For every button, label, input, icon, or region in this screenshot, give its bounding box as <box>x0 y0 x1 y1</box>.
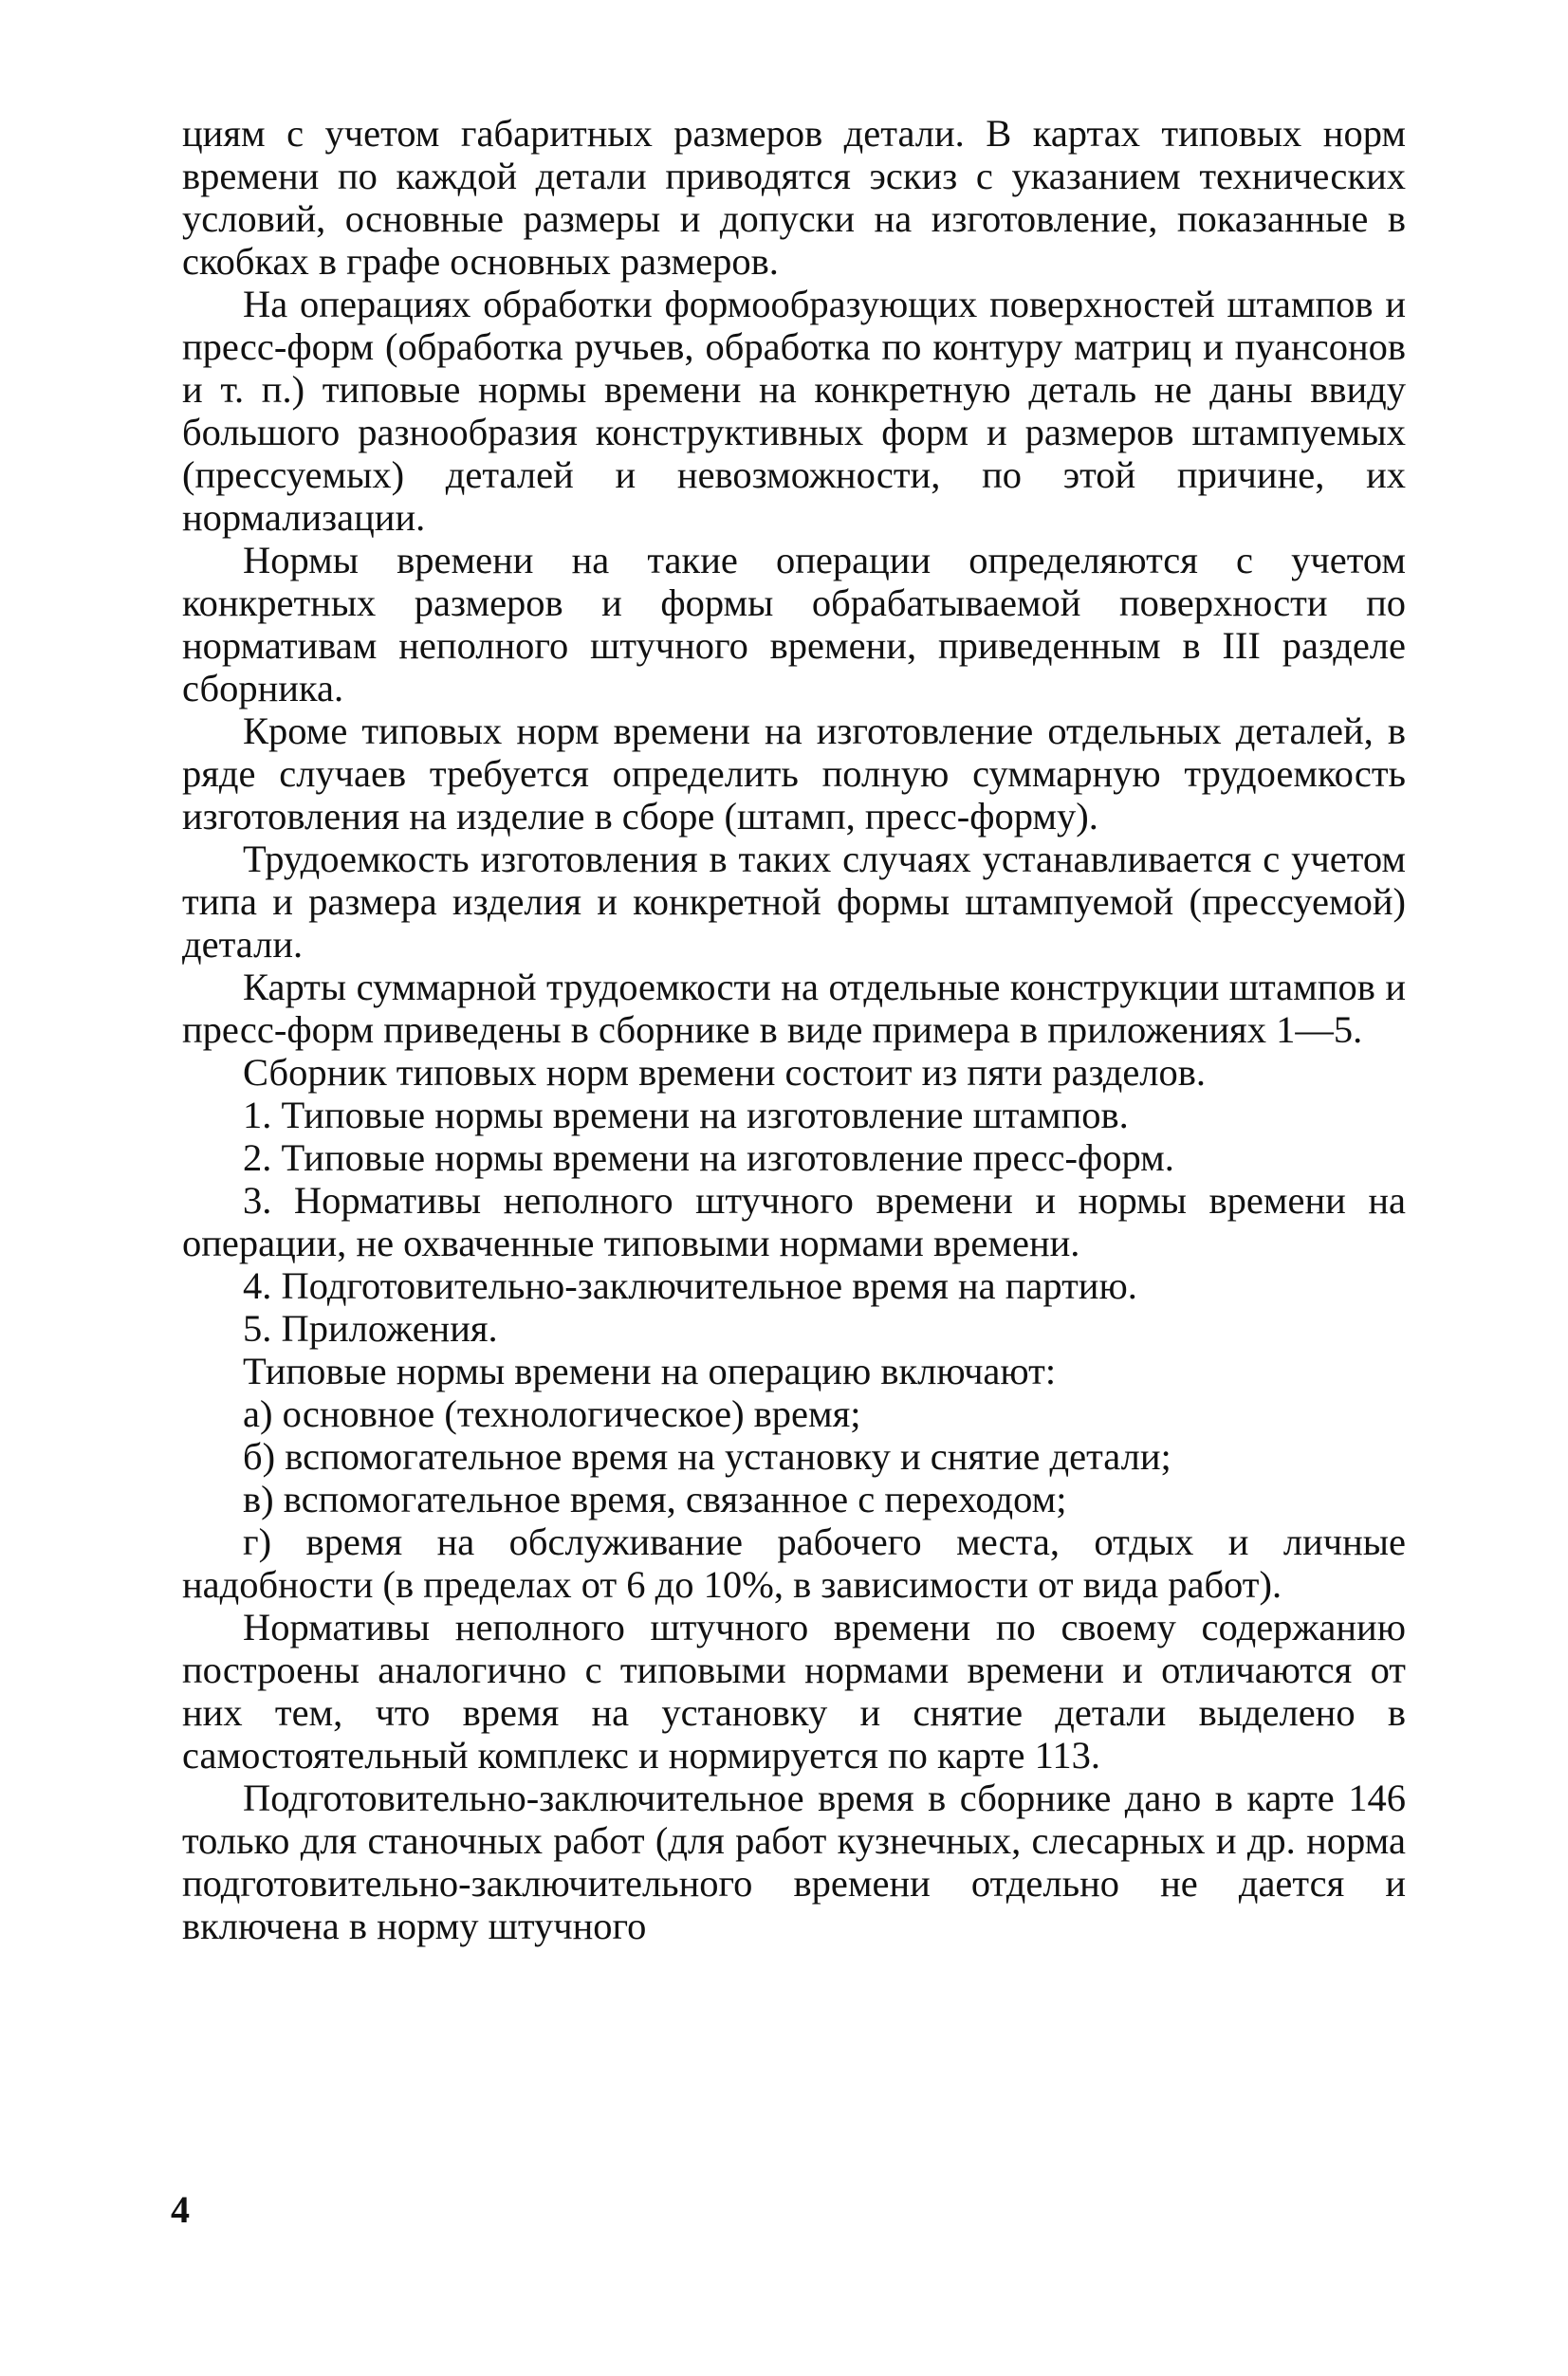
paragraph: Нормы времени на такие операции определяются с учетом конкретных размеров и формы обрабатываемой поверхности по нормативам неполного штучного времени, приведенным в III разделе сборника. <box>182 539 1406 709</box>
paragraph: Типовые нормы времени на операцию включают: <box>243 1350 1057 1392</box>
list-item: 5. Приложения. <box>243 1307 498 1350</box>
list-item: 4. Подготовительно-заключительное время на партию. <box>243 1264 1137 1307</box>
paragraph: Трудоемкость изготовления в таких случаях устанавливается с учетом типа и размера изделия и конкретной формы штампуемой (прессуемой) детали. <box>182 838 1406 966</box>
list-item: 2. Типовые нормы времени на изготовление пресс-форм. <box>243 1136 1174 1179</box>
paragraph: Кроме типовых норм времени на изготовление отдельных деталей, в ряде случаев требуется определить полную суммарную трудоемкость изготовления на изделие в сборе (штамп, пресс-форму). <box>182 709 1406 838</box>
paragraph: Карты суммарной трудоемкости на отдельные конструкции штампов и пресс-форм приведены в сборнике в виде примера в приложениях 1—5. <box>182 966 1406 1051</box>
paragraph: Сборник типовых норм времени состоит из пяти разделов. <box>243 1051 1207 1094</box>
list-item: а) основное (технологическое) время; <box>243 1392 861 1435</box>
list-item: 3. Нормативы неполного штучного времени и нормы времени на операции, не охваченные типовыми нормами времени. <box>182 1179 1406 1264</box>
paragraph: Нормативы неполного штучного времени по своему содержанию построены аналогично с типовыми нормами времени и отличаются от них тем, что время на установку и снятие детали выделено в самостоятельный комплекс и нормируется по карте 113. <box>182 1606 1406 1777</box>
paragraph: Подготовительно-заключительное время в сборнике дано в карте 146 только для станочных работ (для работ кузнечных, слесарных и др. норма подготовительно-заключительного времени отдельно не дается и включена в норму штучного <box>182 1777 1406 1947</box>
list-item: г) время на обслуживание рабочего места, отдых и личные надобности (в пределах от 6 до 10%, в зависимости от вида работ). <box>182 1520 1406 1606</box>
list-item: б) вспомогательное время на установку и снятие детали; <box>243 1435 1171 1478</box>
paragraph: На операциях обработки формообразующих поверхностей штампов и пресс-форм (обработка ручьев, обработка по контуру матриц и пуансонов и т. п.) типовые нормы времени на конкретную деталь не даны ввиду большого разнообразия конструктивных форм и размеров штампуемых (прессуемых) деталей и невозможности, по этой причине, их нормализации. <box>182 283 1406 539</box>
paragraph: циям с учетом габаритных размеров детали. В картах типовых норм времени по каждой детали приводятся эскиз с указанием технических условий, основные размеры и допуски на изготовление, показанные в скобках в графе основных размеров. <box>182 112 1406 283</box>
list-item: в) вспомогательное время, связанное с переходом; <box>243 1478 1067 1520</box>
list-item: 1. Типовые нормы времени на изготовление штампов. <box>243 1094 1129 1136</box>
body-text <box>182 112 1406 1947</box>
page-number: 4 <box>171 2188 190 2231</box>
